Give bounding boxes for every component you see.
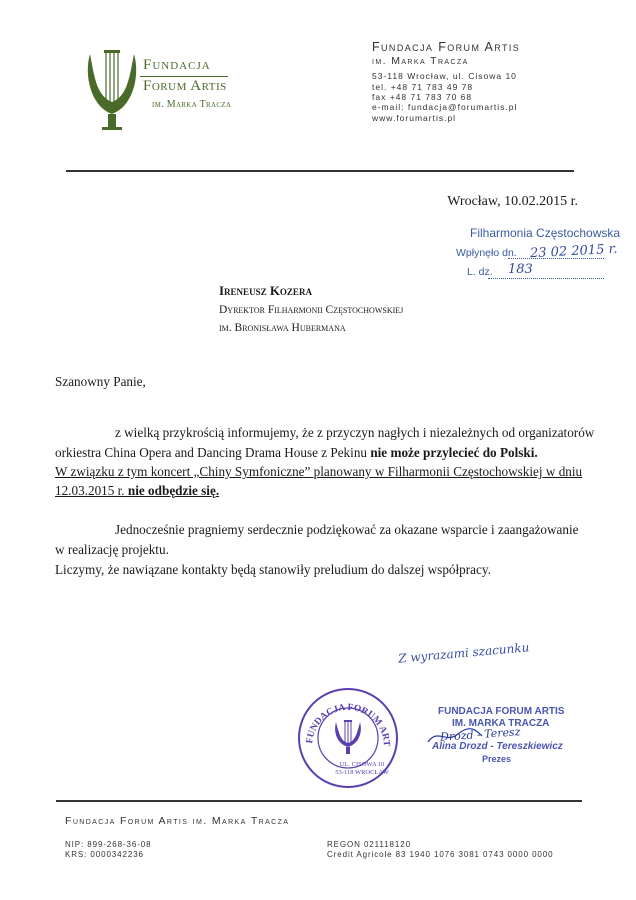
paragraph1-line3: W związku z tym koncert „Chiny Symfoniczne” planowany w Filharmonii Częstochowskiej w dniu <box>55 464 583 479</box>
salutation: Szanowny Panie, <box>55 374 146 389</box>
round-foundation-stamp <box>296 686 400 795</box>
paragraph1-line4 <box>55 484 219 497</box>
footer-nip: NIP: 899-268-36-08 <box>65 840 152 849</box>
registration-stamp-date: 23 02 2015 r. <box>529 241 618 262</box>
signature-stamp-org-line1: FUNDACJA FORUM ARTIS <box>438 706 565 717</box>
footer-divider <box>56 800 582 802</box>
cancelled-concert-date: 12.03.2015 r. <box>55 483 125 498</box>
signer-name: Alina Drozd - Tereszkiewicz <box>432 741 563 752</box>
registration-stamp-number: 183 <box>508 262 533 277</box>
svg-text:FUNDACJA FORUM ARTIS IM. MARKA: FUNDACJA FORUM ART <box>305 702 392 747</box>
header-website: www.forumartis.pl <box>372 113 457 123</box>
recipient-name: Ireneusz Kozera <box>219 283 312 298</box>
lyre-logo-icon <box>82 44 142 139</box>
recipient-title: Dyrektor Filharmonii Częstochowskiej <box>219 304 404 316</box>
logo-divider <box>140 76 228 77</box>
paragraph1-line2-bold: nie może przylecieć do Polski. <box>370 445 538 460</box>
handwritten-signature: Drozd - Teresz <box>439 725 521 744</box>
svg-text:UL. CISOWA 10: UL. CISOWA 10 <box>339 761 385 768</box>
svg-text:53-118 WROCŁAW: 53-118 WROCŁAW <box>335 769 389 776</box>
header-address: 53-118 Wrocław, ul. Cisowa 10 <box>372 71 517 81</box>
footer-bank-account: Credit Agricole 83 1940 1076 3081 0743 0000 0000 <box>327 850 554 859</box>
logo-text-line3: im. Marka Tracza <box>152 99 232 110</box>
footer-org-name: Fundacja Forum Artis im. Marka Tracza <box>65 815 290 827</box>
paragraph1-line2-text: orkiestra China Opera and Dancing Drama House z Pekinu <box>55 445 371 460</box>
paragraph2-line3: Liczymy, że nawiązane kontakty będą stanowiły preludium do dalszej współpracy. <box>55 562 491 577</box>
logo-text-line2: Forum Artis <box>143 78 227 94</box>
registration-stamp-received-label: Wpłynęło dn. <box>456 247 517 259</box>
header-divider <box>66 170 574 172</box>
header-org-patron: im. Marka Tracza <box>372 55 469 67</box>
cancellation-notice: nie odbędzie się. <box>124 483 220 498</box>
logo-text-line1: Fundacja <box>143 57 211 73</box>
registration-stamp-number-label: L. dz. <box>467 266 493 278</box>
header-org-name: Fundacja Forum Artis <box>372 40 521 54</box>
handwritten-regards: Z wyrazami szacunku <box>397 640 530 666</box>
header-tel: tel. +48 71 783 49 78 <box>372 82 474 92</box>
paragraph1-line2 <box>55 446 538 459</box>
letter-date: Wrocław, 10.02.2015 r. <box>447 194 578 209</box>
footer-krs: KRS: 0000342236 <box>65 850 144 859</box>
paragraph2-line1: Jednocześnie pragniemy serdecznie podziękować za okazane wsparcie i zaangażowanie <box>115 522 579 537</box>
registration-stamp-dotted-line <box>488 278 604 279</box>
signer-title: Prezes <box>482 754 512 764</box>
paragraph1-line1: z wielką przykrością informujemy, że z przyczyn nagłych i niezależnych od organizatorów <box>115 425 595 440</box>
recipient-title-line2: im. Bronisława Hubermana <box>219 322 346 334</box>
footer-regon: REGON 021118120 <box>327 840 411 849</box>
signature-stamp-org-line2: IM. MARKA TRACZA <box>452 718 550 729</box>
header-fax: fax +48 71 783 70 68 <box>372 92 473 102</box>
header-email: e-mail: fundacja@forumartis.pl <box>372 102 518 112</box>
registration-stamp-institution: Filharmonia Częstochowska <box>470 226 621 240</box>
paragraph2-line2: w realizację projektu. <box>55 542 169 557</box>
